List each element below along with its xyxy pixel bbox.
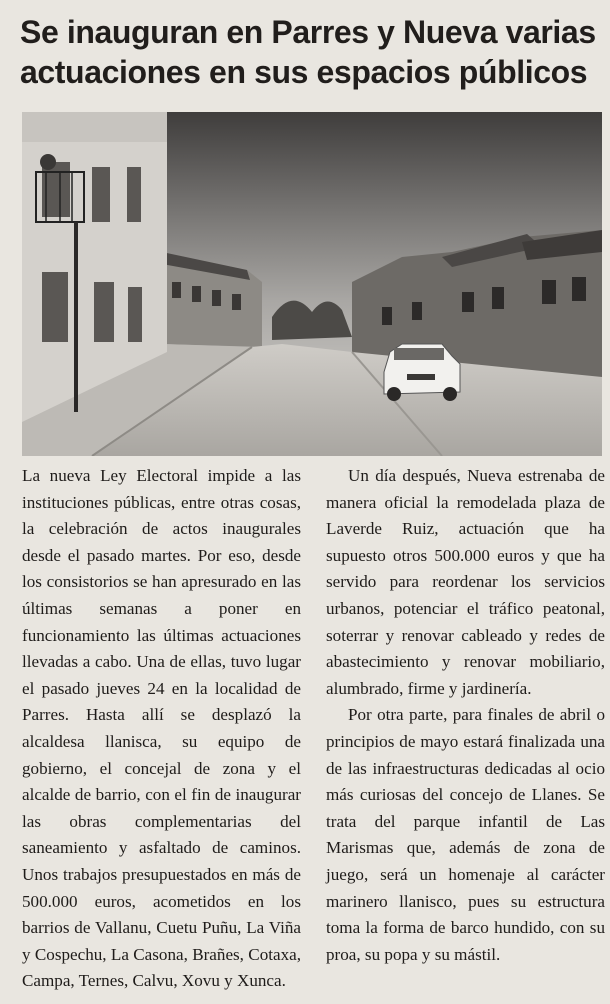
- street-photo-illustration: [22, 112, 602, 456]
- headline: [20, 12, 605, 92]
- headline-line-1: Se inauguran en Parres y Nueva varias: [20, 14, 596, 50]
- article-paragraph-2: Un día después, Nueva estrenaba de manera oficial la remodelada plaza de Laverde Ruiz, actuación que ha supuesto otros 500.000 euros y que ha servido para reordenar los servicios urbanos, potenciar el tráfico peatonal, soterrar y renovar cableado y redes de abastecimiento y renovar mobiliario, alumbrado, firme y jardinería.: [326, 466, 605, 698]
- building-cornice: [22, 112, 167, 142]
- headline-line-2: actuaciones en sus espacios públicos: [20, 54, 588, 90]
- lamp-post: [74, 222, 78, 412]
- article-column-left: [22, 463, 301, 995]
- white-car: [384, 344, 460, 401]
- article-column-right: [326, 463, 605, 968]
- article-paragraph-3: Por otra parte, para finales de abril o principios de mayo estará finalizada una de las infraestructuras dedicadas al ocio más curiosas del concejo de Llanes. Se trata del parque infantil de Las Marismas que, además de zona de juego, será un homenaje al carácter marinero llanisco, pues su estructura toma la forma de barco hundido, con su proa, su popa y su mástil.: [326, 705, 605, 964]
- wall-lamp: [40, 154, 56, 170]
- street-photo: [22, 112, 602, 456]
- article-paragraph-1: La nueva Ley Electoral impide a las instituciones públicas, entre otras cosas, la celebración de actos inaugurales desde el pasado martes. Por eso, desde los consistorios se han apresurado en las últimas semanas a poner en funcionamiento las últimas actuaciones llevadas a cabo. Una de ellas, tuvo lugar el pasado jueves 24 en la localidad de Parres. Hasta allí se desplazó la alcaldesa llanisca, su equipo de gobierno, el concejal de zona y el alcalde de barrio, con el fin de inaugurar las obras complementarias del saneamiento y asfaltado de caminos. Unos trabajos presupuestados en más de 500.000 euros, acometidos en los barrios de Vallanu, Cuetu Puñu, La Viña y Cospechu, La Casona, Brañes, Cotaxa, Campa, Ternes, Calvu, Xovu y Xunca.: [22, 466, 301, 991]
